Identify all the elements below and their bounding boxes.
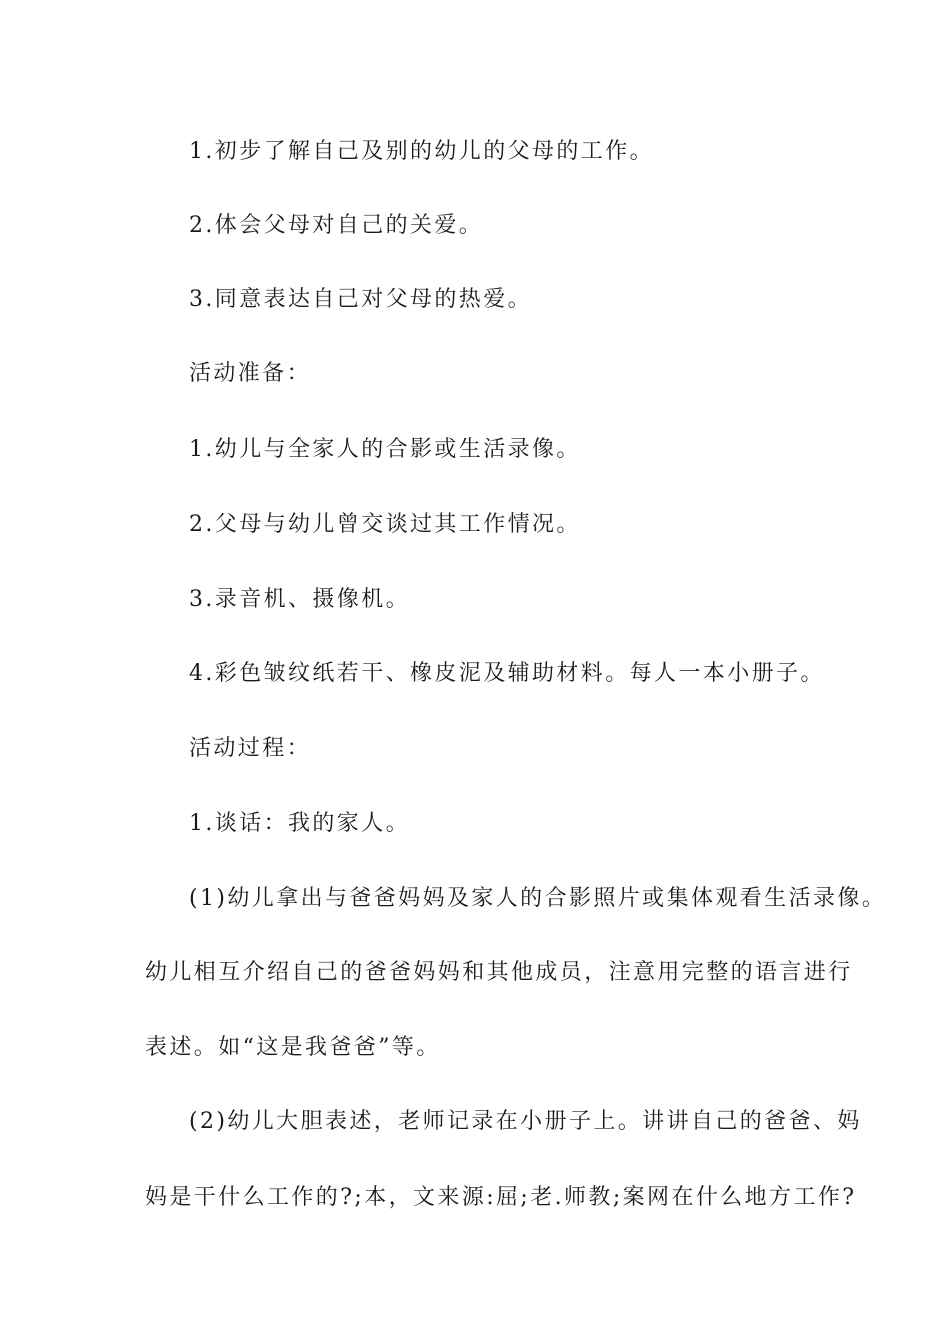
goal-3: 3.同意表达自己对父母的热爱。 (189, 287, 532, 312)
process-substep-1-line-2: 幼儿相互介绍自己的爸爸妈妈和其他成员，注意用完整的语言进行 (145, 960, 853, 985)
preparation-item-1: 1.幼儿与全家人的合影或生活录像。 (189, 437, 581, 462)
process-step-1: 1.谈话：我的家人。 (189, 811, 410, 836)
goal-1: 1.初步了解自己及别的幼儿的父母的工作。 (189, 139, 654, 164)
section-heading-process: 活动过程： (189, 736, 312, 761)
preparation-item-4: 4.彩色皱纹纸若干、橡皮泥及辅助材料。每人一本小册子。 (189, 661, 825, 686)
process-substep-1-line-3: 表述。如“这是我爸爸”等。 (145, 1035, 441, 1060)
section-heading-preparation: 活动准备： (189, 361, 312, 386)
process-substep-1-line-1: (1)幼儿拿出与爸爸妈妈及家人的合影照片或集体观看生活录像。 (189, 886, 887, 911)
goal-2: 2.体会父母对自己的关爱。 (189, 213, 484, 238)
process-substep-2-line-1: (2)幼儿大胆表述，老师记录在小册子上。讲讲自己的爸爸、妈 (189, 1109, 862, 1134)
preparation-item-2: 2.父母与幼儿曾交谈过其工作情况。 (189, 512, 581, 537)
preparation-item-3: 3.录音机、摄像机。 (189, 587, 410, 612)
process-substep-2-line-2: 妈是干什么工作的?;本，文来源:屈;老.师教;案网在什么地方工作? (145, 1185, 857, 1210)
